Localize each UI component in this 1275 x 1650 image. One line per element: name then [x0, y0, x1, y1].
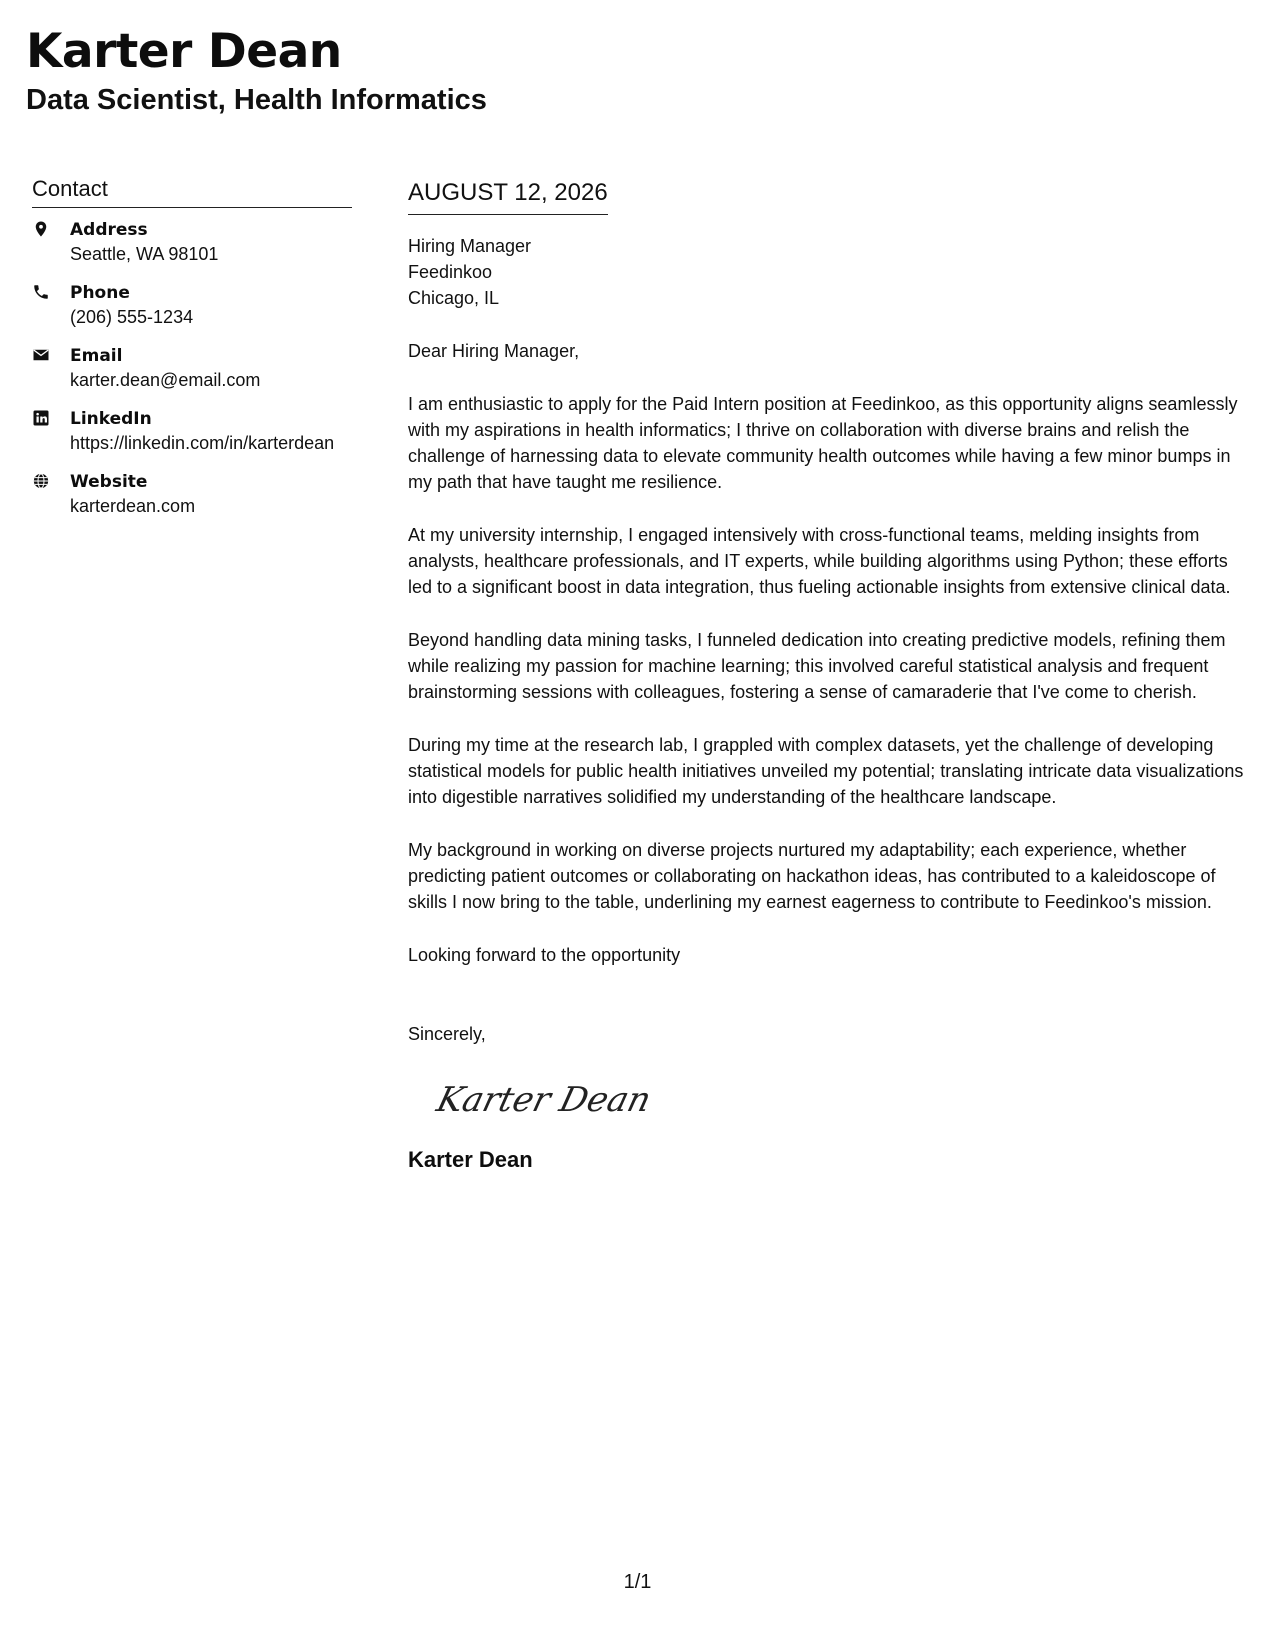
contact-label-phone: Phone	[70, 283, 130, 303]
signoff: Sincerely,	[408, 1024, 486, 1044]
envelope-icon	[32, 344, 70, 366]
letter-paragraph-2: At my university internship, I engaged intensively with cross-functional teams, melding insights from analysts, healthcare professionals, and IT experts, while building algorithms using Python; these efforts led to a significant boost in data integration, thus fueling actionable insights from extensive clinical data.	[408, 525, 1231, 597]
contact-item-linkedin	[32, 407, 352, 456]
contact-value-phone: (206) 555-1234	[70, 307, 194, 327]
contact-label-email: Email	[70, 346, 123, 366]
contact-label-address: Address	[70, 220, 148, 240]
globe-icon	[32, 470, 70, 492]
contact-value-linkedin[interactable]: https://linkedin.com/in/karterdean	[70, 433, 335, 453]
sender-name: Karter Dean	[408, 1147, 533, 1172]
contact-label-linkedin: LinkedIn	[70, 409, 152, 429]
linkedin-icon	[32, 407, 70, 429]
handwritten-signature	[432, 1067, 1253, 1127]
recipient-company: Feedinkoo	[408, 262, 493, 282]
contact-value-email: karter.dean@email.com	[70, 370, 261, 390]
contact-item-website	[32, 470, 352, 519]
phone-icon	[32, 281, 70, 303]
salutation: Dear Hiring Manager,	[408, 341, 580, 361]
svg-text:Karter Dean: Karter Dean	[432, 1080, 655, 1120]
page-number: 1/1	[623, 1571, 652, 1593]
closing-sentence: Looking forward to the opportunity	[408, 945, 681, 965]
recipient-name: Hiring Manager	[408, 236, 532, 256]
letter-paragraph-1: I am enthusiastic to apply for the Paid Intern position at Feedinkoo, as this opportunity aligns seamlessly with my aspirations in health informatics; I thrive on collaboration with diverse brains and relish the challenge of harnessing data to elevate community health outcomes while having a few minor bumps in my path that have taught me resilience.	[408, 394, 1238, 492]
letter-paragraph-5: My background in working on diverse projects nurtured my adaptability; each experience, whether predicting patient outcomes or collaborating on hackathon ideas, has contributed to a kaleidoscope of skills I now bring to the table, underlining my earnest eagerness to contribute to Feedinkoo's mission.	[408, 840, 1216, 912]
contact-item-email	[32, 344, 352, 393]
letter-date: AUGUST 12, 2026	[408, 176, 608, 215]
contact-value-website[interactable]: karterdean.com	[70, 496, 196, 516]
candidate-title: Data Scientist, Health Informatics	[26, 84, 487, 116]
contact-label-website: Website	[70, 472, 148, 492]
contact-value-address: Seattle, WA 98101	[70, 244, 219, 264]
cover-letter	[408, 176, 1253, 1175]
recipient-location: Chicago, IL	[408, 288, 500, 308]
map-pin-icon	[32, 218, 70, 240]
recipient-block	[408, 233, 1253, 311]
letter-paragraph-4: During my time at the research lab, I grappled with complex datasets, yet the challenge of developing statistical models for public health initiatives unveiled my potential; translating intricate data visualizations into digestible narratives solidified my understanding of the healthcare landscape.	[408, 735, 1244, 807]
letter-paragraph-3: Beyond handling data mining tasks, I funneled dedication into creating predictive models, refining them while realizing my passion for machine learning; this involved careful statistical analysis and frequent brainstorming sessions with colleagues, fostering a sense of camaraderie that I've come to cherish.	[408, 630, 1226, 702]
contact-heading: Contact	[32, 174, 352, 208]
contact-item-phone	[32, 281, 352, 330]
candidate-name: Karter Dean	[26, 24, 342, 79]
contact-sidebar	[32, 174, 352, 533]
contact-item-address	[32, 218, 352, 267]
